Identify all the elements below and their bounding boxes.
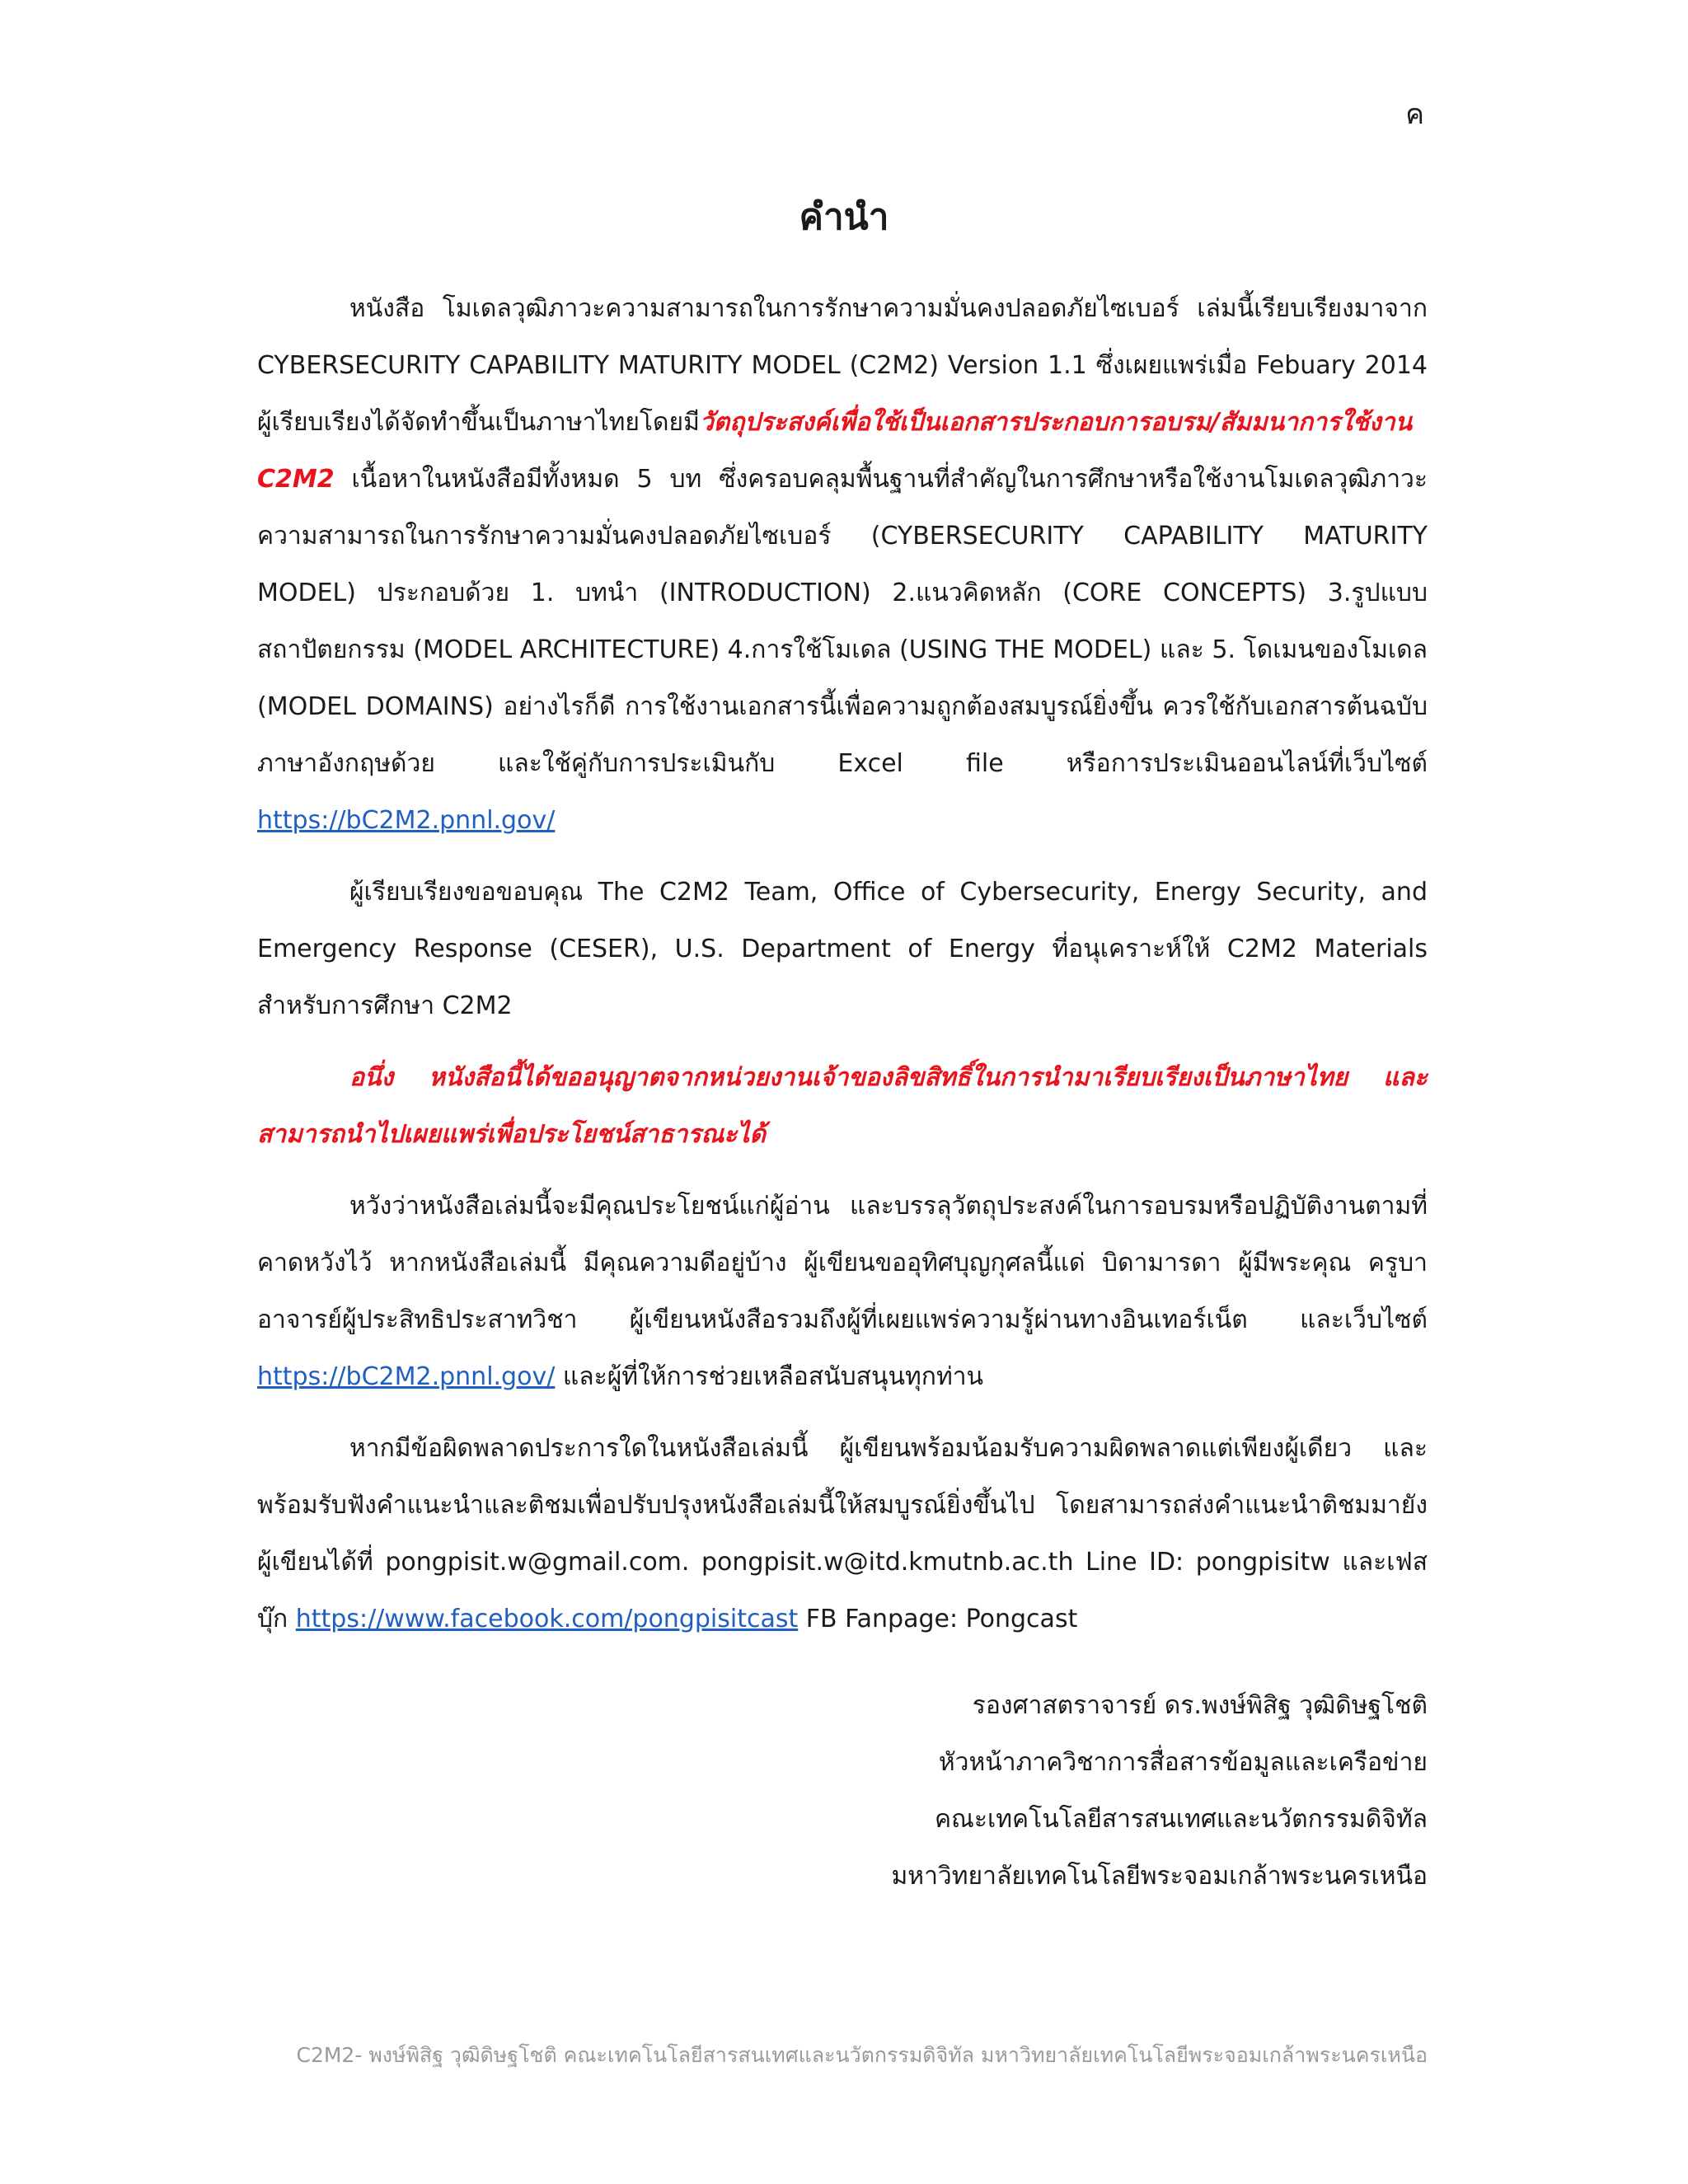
- author-name: รองศาสตราจารย์ ดร.พงษ์พิสิฐ วุฒิดิษฐโชติ: [972, 1691, 1428, 1720]
- author-university: มหาวิทยาลัยเทคโนโลยีพระจอมเกล้าพระนครเหนือ: [891, 1862, 1428, 1891]
- c2m2-website-link[interactable]: https://bC2M2.pnnl.gov/: [257, 806, 556, 835]
- page-title: คำนำ: [799, 196, 889, 238]
- page-footer: C2M2- พงษ์พิสิฐ วุฒิดิษฐโชติ คณะเทคโนโลยีสารสนเทศและนวัตกรรมดิจิทัล มหาวิทยาลัยเทคโนโลยีพระจอมเกล้าพระนครเหนือ: [296, 2043, 1428, 2067]
- author-faculty: คณะเทคโนโลยีสารสนเทศและนวัตกรรมดิจิทัล: [934, 1805, 1428, 1834]
- page-number: ค: [1405, 98, 1424, 131]
- preface-body: [257, 280, 1428, 1905]
- paragraph-dedication: [257, 1178, 1428, 1405]
- paragraph-feedback: [257, 1420, 1428, 1647]
- paragraph-intro-text: หนังสือ โมเดลวุฒิภาวะความสามารถในการรักษาความมั่นคงปลอดภัยไซเบอร์ เล่มนี้เรียบเรียงมาจาก CYBERSECURITY CAPABILITY MATURITY MODEL (C2M2) Version 1.1 ซึ่งเผยแพร่เมื่อ Febuary 2014 ผู้เรียบเรียงได้จัดทำขึ้นเป็นภาษาไทยโดยมี: [257, 294, 1428, 437]
- paragraph-acknowledgement: ผู้เรียบเรียงขอขอบคุณ The C2M2 Team, Office of Cybersecurity, Energy Security, and Emergency Response (CESER), U.S. Department of Energy ที่อนุเคราะห์ให้ C2M2 Materials สำหรับการศึกษา C2M2: [257, 878, 1428, 1020]
- objective-emphasis: วัตถุประสงค์เพื่อใช้เป็นเอกสารประกอบการอบรม/สัมมนาการใช้งาน C2M2: [257, 408, 1413, 494]
- paragraph-intro-text-2: เนื้อหาในหนังสือมีทั้งหมด 5 บท ซึ่งครอบคลุมพื้นฐานที่สำคัญในการศึกษาหรือใช้งานโมเดลวุฒิภาวะความสามารถในการรักษาความมั่นคงปลอดภัยไซเบอร์ (CYBERSECURITY CAPABILITY MATURITY MODEL) ประกอบด้วย 1. บทนำ (INTRODUCTION) 2.แนวคิดหลัก (CORE CONCEPTS) 3.รูปแบบสถาปัตยกรรม (MODEL ARCHITECTURE) 4.การใช้โมเดล (USING THE MODEL) และ 5. โดเมนของโมเดล (MODEL DOMAINS) อย่างไรก็ดี การใช้งานเอกสารนี้เพื่อความถูกต้องสมบูรณ์ยิ่งขึ้น ควรใช้กับเอกสารต้นฉบับภาษาอังกฤษด้วย และใช้คู่กับการประเมินกับ Excel file หรือการประเมินออนไลน์ที่เว็บไซต์: [257, 465, 1428, 778]
- paragraph-feedback-text-2: FB Fanpage: Pongcast: [798, 1605, 1078, 1633]
- c2m2-website-link-2[interactable]: https://bC2M2.pnnl.gov/: [257, 1362, 556, 1391]
- paragraph-dedication-text-2: และผู้ที่ให้การช่วยเหลือสนับสนุนทุกท่าน: [555, 1362, 984, 1391]
- paragraph-intro: [257, 280, 1428, 849]
- paragraph-dedication-text: หวังว่าหนังสือเล่มนี้จะมีคุณประโยชน์แก่ผู้อ่าน และบรรลุวัตถุประสงค์ในการอบรมหรือปฏิบัติงานตามที่คาดหวังไว้ หากหนังสือเล่มนี้ มีคุณความดีอยู่บ้าง ผู้เขียนขออุทิศบุญกุศลนี้แด่ บิดามารดา ผู้มีพระคุณ ครูบาอาจารย์ผู้ประสิทธิประสาทวิชา ผู้เขียนหนังสือรวมถึงผู้ที่เผยแพร่ความรู้ผ่านทางอินเทอร์เน็ต และเว็บไซต์: [257, 1192, 1428, 1334]
- paragraph-feedback-text: หากมีข้อผิดพลาดประการใดในหนังสือเล่มนี้ ผู้เขียนพร้อมน้อมรับความผิดพลาดแต่เพียงผู้เดียว และพร้อมรับฟังคำแนะนำและติชมเพื่อปรับปรุงหนังสือเล่มนี้ให้สมบูรณ์ยิ่งขึ้นไป โดยสามารถส่งคำแนะนำติชมมายังผู้เขียนได้ที่ pongpisit.w@gmail.com. pongpisit.w@itd.kmutnb.ac.th Line ID: pongpisitw และเฟสบุ๊ก: [257, 1434, 1428, 1633]
- paragraph-permission-notice: อนึ่ง หนังสือนี้ได้ขออนุญาตจากหน่วยงานเจ้าของลิขสิทธิ์ในการนำมาเรียบเรียงเป็นภาษาไทย และสามารถนำไปเผยแพร่เพื่อประโยชน์สาธารณะได้: [257, 1063, 1428, 1149]
- facebook-link[interactable]: https://www.facebook.com/pongpisitcast: [295, 1605, 799, 1633]
- author-signature: [257, 1677, 1428, 1905]
- author-position: หัวหน้าภาควิชาการสื่อสารข้อมูลและเครือข่าย: [938, 1748, 1428, 1777]
